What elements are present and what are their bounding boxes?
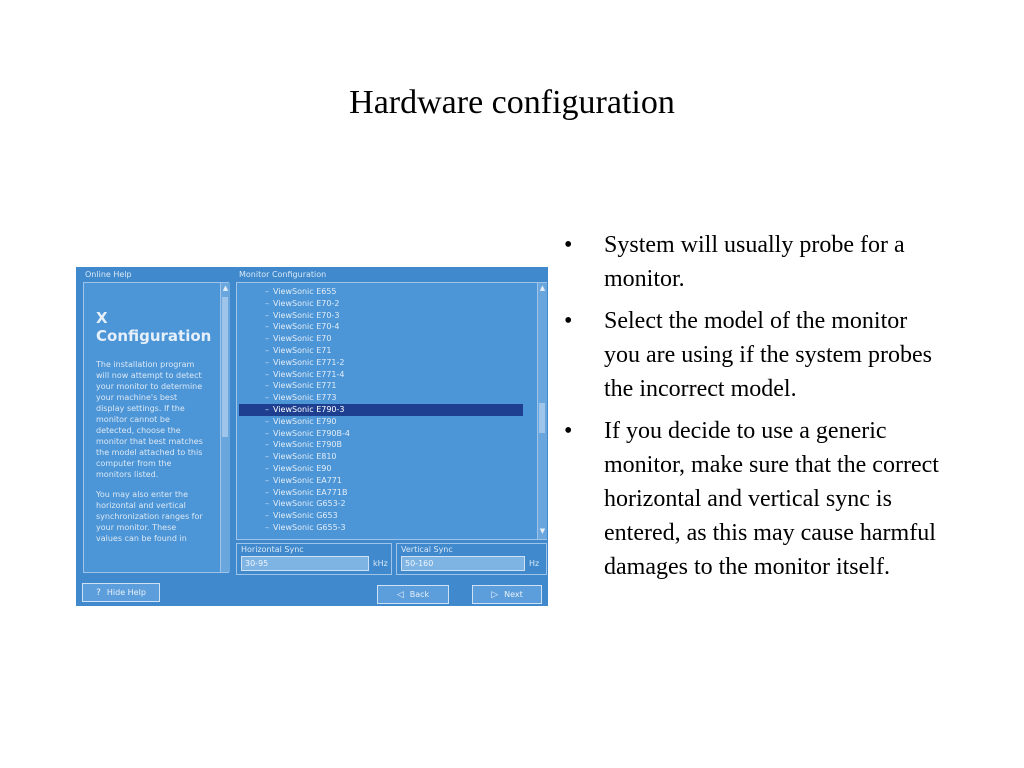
help-pane [83, 282, 229, 573]
next-arrow-icon: ▷ [491, 590, 499, 600]
bullet-item: • Select the model of the monitor you are using if the system probes the incorrect model. [562, 304, 942, 406]
tree-branch-icon: – [265, 499, 269, 509]
scrollbar-thumb[interactable] [222, 297, 228, 437]
monitor-name: ViewSonic EA771 [273, 475, 342, 485]
tree-branch-icon: – [265, 405, 269, 414]
slide-title: Hardware configuration [349, 84, 675, 121]
monitor-name: ViewSonic E810 [273, 452, 337, 462]
back-arrow-icon: ◁ [396, 590, 404, 600]
monitor-name: ViewSonic E655 [273, 287, 337, 296]
tree-branch-icon: – [265, 334, 269, 344]
monitor-list-item[interactable] [265, 428, 350, 440]
tree-branch-icon: – [265, 381, 269, 391]
monitor-list-item[interactable] [265, 298, 339, 310]
tree-branch-icon: – [265, 475, 269, 485]
online-help-label: Online Help [85, 270, 132, 279]
monitor-list-item[interactable] [265, 475, 342, 487]
hide-help-button[interactable] [82, 583, 160, 602]
monitor-list-item[interactable] [265, 333, 331, 345]
scroll-up-icon[interactable]: ▲ [539, 284, 546, 292]
bullet-list [562, 228, 942, 592]
monitor-name: ViewSonic G655-3 [273, 523, 346, 532]
scroll-up-icon[interactable]: ▲ [222, 284, 229, 292]
tree-branch-icon: – [265, 464, 269, 473]
help-scrollbar[interactable] [220, 283, 230, 572]
monitor-name: ViewSonic E771-2 [273, 357, 345, 367]
monitor-name: ViewSonic E790B [273, 440, 343, 450]
help-icon: ? [96, 588, 101, 598]
tree-branch-icon: – [265, 523, 269, 532]
monitor-name: ViewSonic G653-2 [273, 499, 346, 509]
tree-branch-icon: – [265, 487, 269, 497]
scrollbar-thumb[interactable] [539, 403, 545, 433]
monitor-configuration-label: Monitor Configuration [239, 270, 327, 279]
monitor-list-item[interactable] [265, 369, 345, 381]
vertical-sync-input[interactable]: 50-160 [401, 556, 525, 571]
tree-branch-icon: – [265, 416, 269, 426]
help-paragraph: The installation program will now attempt to detect your monitor to determine your machine's best display settings. If the monitor cannot be detected, choose the monitor that best matches the model attached to this computer from the monitors listed. [96, 360, 203, 479]
monitor-name: ViewSonic E790-3 [273, 405, 345, 414]
monitor-list-item[interactable] [265, 498, 346, 510]
tree-branch-icon: – [265, 393, 269, 403]
monitor-list-item[interactable] [265, 463, 331, 475]
monitor-name: ViewSonic E790 [273, 416, 337, 426]
monitor-list-item[interactable] [265, 357, 345, 369]
horizontal-sync-unit: kHz [373, 559, 388, 568]
monitor-list-item[interactable] [265, 392, 337, 404]
monitor-name: ViewSonic E71 [273, 346, 332, 355]
tree-branch-icon: – [265, 310, 269, 320]
help-paragraph: You may also enter the horizontal and vertical synchronization ranges for your monitor. These values can be found in [96, 490, 203, 543]
horizontal-sync-label: Horizontal Sync [241, 545, 304, 554]
monitor-list-item[interactable] [265, 321, 339, 333]
horizontal-sync-input[interactable]: 30-95 [241, 556, 369, 571]
tree-branch-icon: – [265, 298, 269, 308]
tree-branch-icon: – [265, 322, 269, 332]
monitor-list-item[interactable] [265, 451, 337, 463]
bullet-item: • If you decide to use a generic monitor, make sure that the correct horizontal and vertical sync is entered, as this may cause harmful damages to the monitor itself. [562, 414, 942, 584]
tree-branch-icon: – [265, 357, 269, 367]
monitor-name: ViewSonic E70-3 [273, 310, 340, 320]
vertical-sync-label: Vertical Sync [401, 545, 453, 554]
monitor-name: ViewSonic G653 [273, 511, 338, 521]
monitor-name: ViewSonic E771 [273, 381, 337, 391]
scroll-down-icon[interactable]: ▼ [539, 527, 546, 535]
list-scrollbar[interactable] [537, 283, 547, 539]
monitor-name: ViewSonic E70-2 [273, 298, 340, 308]
vertical-sync-group [396, 543, 547, 575]
back-label: Back [409, 590, 430, 599]
tree-branch-icon: – [265, 346, 269, 355]
help-text [96, 359, 204, 553]
monitor-list-item[interactable] [265, 439, 342, 451]
monitor-list-item[interactable] [265, 310, 339, 322]
tree-branch-icon: – [265, 287, 269, 296]
help-title: X Configuration [96, 309, 212, 345]
monitor-name: ViewSonic E70 [273, 334, 332, 344]
hide-help-label: Hide Help [106, 588, 146, 597]
monitor-list-item[interactable] [265, 345, 331, 357]
back-button[interactable] [377, 585, 449, 604]
monitor-list-item[interactable] [265, 487, 347, 499]
monitor-list-item[interactable] [239, 404, 523, 416]
monitor-name: ViewSonic E773 [273, 393, 337, 403]
tree-branch-icon: – [265, 440, 269, 450]
monitor-list-item[interactable] [265, 380, 337, 392]
monitor-name: ViewSonic E70-4 [273, 322, 340, 332]
monitor-list-item[interactable] [265, 416, 337, 428]
monitor-name: ViewSonic E771-4 [273, 369, 345, 379]
next-button[interactable] [472, 585, 542, 604]
monitor-list-item[interactable] [265, 510, 338, 522]
installer-screenshot [76, 267, 548, 606]
monitor-list[interactable] [236, 282, 547, 540]
next-label: Next [504, 590, 523, 599]
monitor-name: ViewSonic E90 [273, 464, 332, 473]
monitor-list-item[interactable] [265, 522, 346, 534]
tree-branch-icon: – [265, 369, 269, 379]
tree-branch-icon: – [265, 452, 269, 462]
tree-branch-icon: – [265, 511, 269, 521]
monitor-name: ViewSonic EA771B [273, 487, 348, 497]
horizontal-sync-group [236, 543, 392, 575]
bullet-item: • System will usually probe for a monitor. [562, 228, 942, 296]
tree-branch-icon: – [265, 428, 269, 438]
monitor-list-item[interactable] [265, 286, 337, 298]
vertical-sync-unit: Hz [529, 559, 540, 568]
monitor-name: ViewSonic E790B-4 [273, 428, 350, 438]
